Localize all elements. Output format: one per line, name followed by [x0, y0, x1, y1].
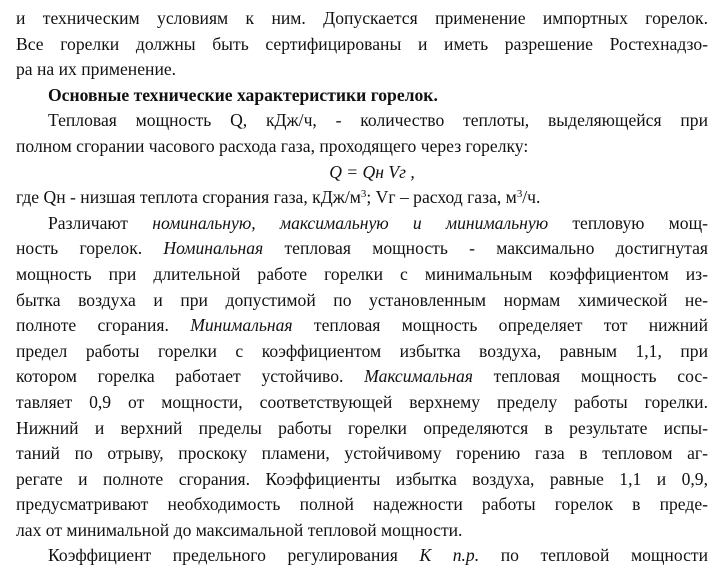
text-line [16, 134, 708, 160]
superscript: 3 [360, 188, 367, 201]
text-line [16, 339, 708, 365]
text-segment: по тепловой мощности [479, 545, 708, 566]
text-segment: и техническим условиям к ним. Допускается применение импортных горелок. [16, 8, 708, 28]
text-segment: тепловая мощность определяет тот нижний [292, 315, 708, 336]
document-body [16, 6, 708, 569]
text-segment: мощность при длительной работе горелки с минимальным коэффициентом из- [16, 263, 708, 284]
text-line [16, 467, 708, 493]
text-segment: полноте сгорания. [16, 315, 191, 336]
text-segment: Нижний и верхний пределы работы горелки определяются в результате испы- [16, 417, 708, 438]
text-line [16, 6, 708, 32]
text-line [16, 543, 708, 569]
text-segment: ность горелок. [16, 238, 164, 259]
text-segment: Различают [48, 212, 153, 233]
text-line [16, 236, 708, 262]
text-segment: регате и полноте сгорания. Коэффициенты избытка воздуха, равные 1,1 и 0,9, [16, 468, 708, 489]
italic-text: Номинальная [163, 238, 264, 259]
text-segment: бытка воздуха и при допустимой по установленным нормам химической не- [16, 289, 708, 310]
text-segment: Коэффициент предельного регулирования [48, 545, 420, 566]
text-line [16, 262, 708, 288]
text-segment: ; Vг – расход газа, м [366, 187, 517, 208]
text-line [16, 83, 708, 109]
text-line [16, 416, 708, 442]
text-segment: ра на их применение. [16, 59, 177, 80]
text-line [16, 364, 708, 390]
text-line [16, 108, 708, 134]
text-segment: /ч. [522, 187, 541, 208]
text-segment: тепловую мощ- [548, 212, 708, 233]
text-line [16, 288, 708, 314]
text-segment: лах от минимальной до максимальной тепловой мощности. [16, 519, 463, 540]
text-segment: Основные технические характеристики горелок. [48, 84, 438, 105]
text-segment: Тепловая мощность Q, кДж/ч, - количество теплоты, выделяющейся при [48, 110, 708, 131]
text-line [16, 32, 708, 58]
text-segment: где Qн - низшая теплота сгорания газа, кДж/м [16, 187, 361, 208]
text-segment: котором горелка работает устойчиво. [16, 366, 365, 387]
text-segment: предел работы горелки с коэффициентом избытка воздуха, равным 1,1, при [16, 340, 708, 361]
italic-text: К п.р. [419, 545, 480, 566]
text-line [16, 185, 708, 211]
text-line [16, 211, 708, 237]
text-segment: предусматривают необходимость полной надежности работы горелок в преде- [16, 494, 708, 515]
text-line [16, 57, 708, 83]
italic-text: Максимальная [364, 366, 473, 387]
text-segment: тепловая мощность - максимально достигнутая [263, 238, 708, 259]
text-line [16, 160, 708, 186]
text-segment: таний по отрыву, проскоку пламени, устойчивому горению газа в тепловом аг- [16, 443, 708, 464]
text-segment: полном сгорании часового расхода газа, проходящего через горелку: [16, 135, 529, 156]
text-line [16, 492, 708, 518]
text-segment: Все горелки должны быть сертифицированы и иметь разрешение Ростехнадзо- [16, 33, 708, 54]
italic-text: номинальную, максимальную и минимальную [152, 212, 549, 233]
italic-text: Минимальная [190, 315, 293, 336]
superscript: 3 [516, 188, 523, 201]
text-line [16, 390, 708, 416]
text-segment: тепловая мощность сос- [472, 366, 708, 387]
text-line [16, 313, 708, 339]
text-line [16, 441, 708, 467]
text-segment: тавляет 0,9 от мощности, соответствующей верхнему пределу работы горелки. [16, 391, 708, 412]
italic-text: Q = Qн Vг , [329, 161, 415, 182]
